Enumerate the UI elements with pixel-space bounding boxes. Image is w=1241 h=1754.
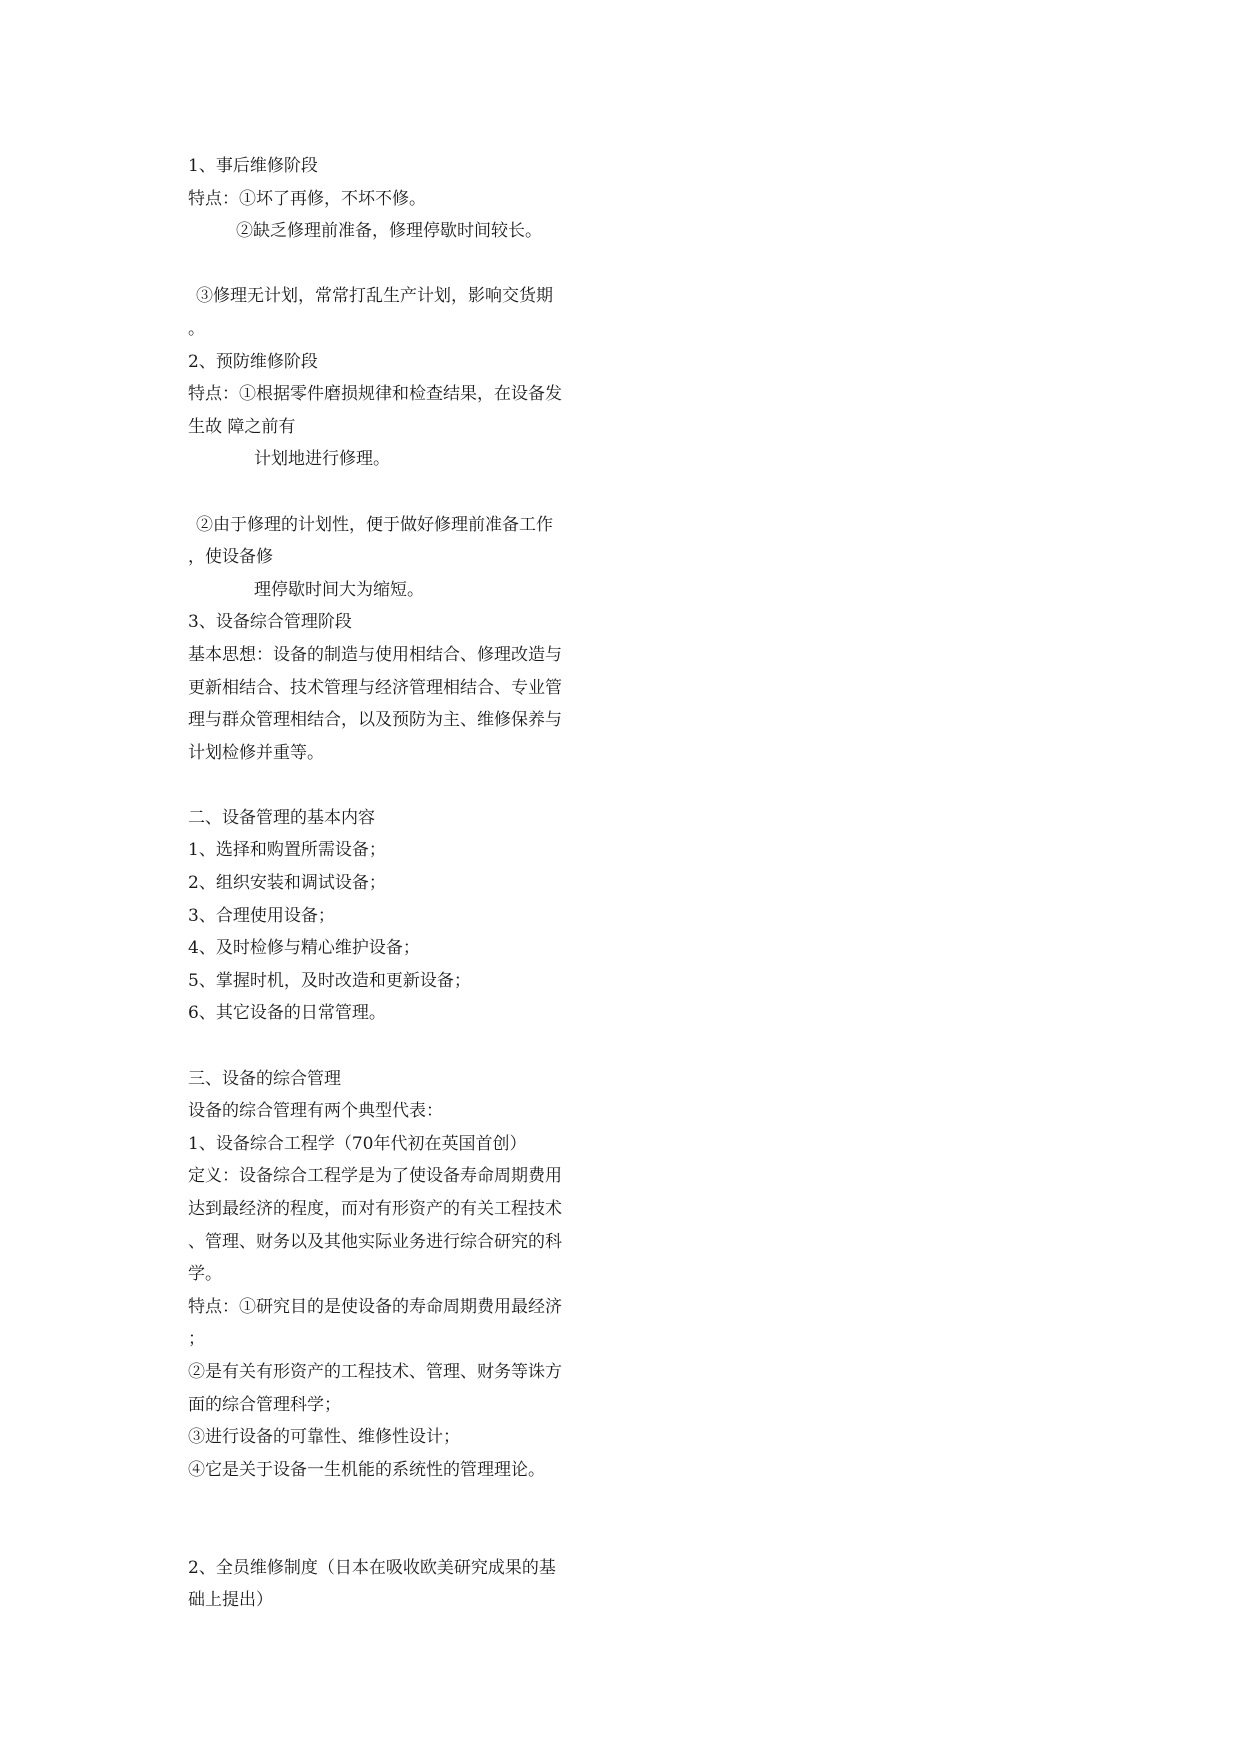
- text-line: 特点：①坏了再修，不坏不修。: [188, 188, 426, 209]
- blank-line: [188, 769, 618, 802]
- text-line: ；: [188, 1329, 205, 1350]
- text-line: 特点：①根据零件磨损规律和检查结果，在设备发: [188, 384, 562, 405]
- section-heading: 1、事后维修阶段: [188, 156, 318, 176]
- text-line: ②是有关有形资产的工程技术、管理、财务等诛方: [188, 1361, 562, 1382]
- list-item: 3、合理使用设备；: [188, 905, 335, 926]
- blank-line: [188, 1030, 618, 1063]
- text-line: 础上提出）: [188, 1590, 273, 1611]
- text-line: 定义：设备综合工程学是为了使设备寿命周期费用: [188, 1166, 562, 1187]
- text-line: 基本思想：设备的制造与使用相结合、修理改造与: [188, 644, 562, 665]
- text-line: 计划地进行修理。: [254, 449, 390, 470]
- section-heading: 2、预防维修阶段: [188, 351, 318, 372]
- text-line: 理与群众管理相结合，以及预防为主、维修保养与: [188, 710, 562, 731]
- text-line: ③进行设备的可靠性、维修性设计；: [188, 1427, 460, 1448]
- text-line: 学。: [188, 1264, 222, 1285]
- blank-line: [188, 248, 618, 281]
- text-line: 计划检修并重等。: [188, 742, 324, 763]
- text-line: 、管理、财务以及其他实际业务进行综合研究的科: [188, 1231, 562, 1252]
- section-heading: 1、设备综合工程学（70年代初在英国首创）: [188, 1133, 527, 1154]
- text-line: 生故 障之前有: [188, 416, 296, 437]
- text-line: 理停歇时间大为缩短。: [254, 579, 424, 600]
- text-line: ④它是关于设备一生机能的系统性的管理理论。: [188, 1459, 545, 1480]
- text-line: ③修理无计划，常常打乱生产计划，影响交货期: [196, 286, 553, 307]
- text-line: ，使设备修: [188, 547, 273, 568]
- text-line: 面的综合管理科学；: [188, 1394, 341, 1415]
- text-line: ②由于修理的计划性，便于做好修理前准备工作: [196, 514, 553, 535]
- list-item: 1、选择和购置所需设备；: [188, 840, 386, 861]
- text-line: 设备的综合管理有两个典型代表：: [188, 1101, 443, 1122]
- section-heading: 二、设备管理的基本内容: [188, 807, 375, 828]
- document-body: [188, 150, 618, 1617]
- blank-line: [188, 1519, 618, 1552]
- text-line: 。: [188, 318, 205, 339]
- list-item: 2、组织安装和调试设备；: [188, 873, 386, 894]
- section-heading: 3、设备综合管理阶段: [188, 612, 352, 633]
- list-item: 6、其它设备的日常管理。: [188, 1003, 386, 1024]
- list-item: 5、掌握时机，及时改造和更新设备；: [188, 970, 471, 991]
- text-line: ②缺乏修理前准备，修理停歇时间较长。: [236, 221, 542, 242]
- text-line: 达到最经济的程度，而对有形资产的有关工程技术: [188, 1199, 562, 1219]
- blank-line: [188, 476, 618, 509]
- list-item: 4、及时检修与精心维护设备；: [188, 938, 420, 959]
- text-line: 更新相结合、技术管理与经济管理相结合、专业管: [188, 677, 562, 698]
- blank-line: [188, 1486, 618, 1519]
- section-heading: 三、设备的综合管理: [188, 1068, 341, 1089]
- text-line: 特点：①研究目的是使设备的寿命周期费用最经济: [188, 1296, 562, 1317]
- section-heading: 2、全员维修制度（日本在吸收欧美研究成果的基: [188, 1557, 556, 1578]
